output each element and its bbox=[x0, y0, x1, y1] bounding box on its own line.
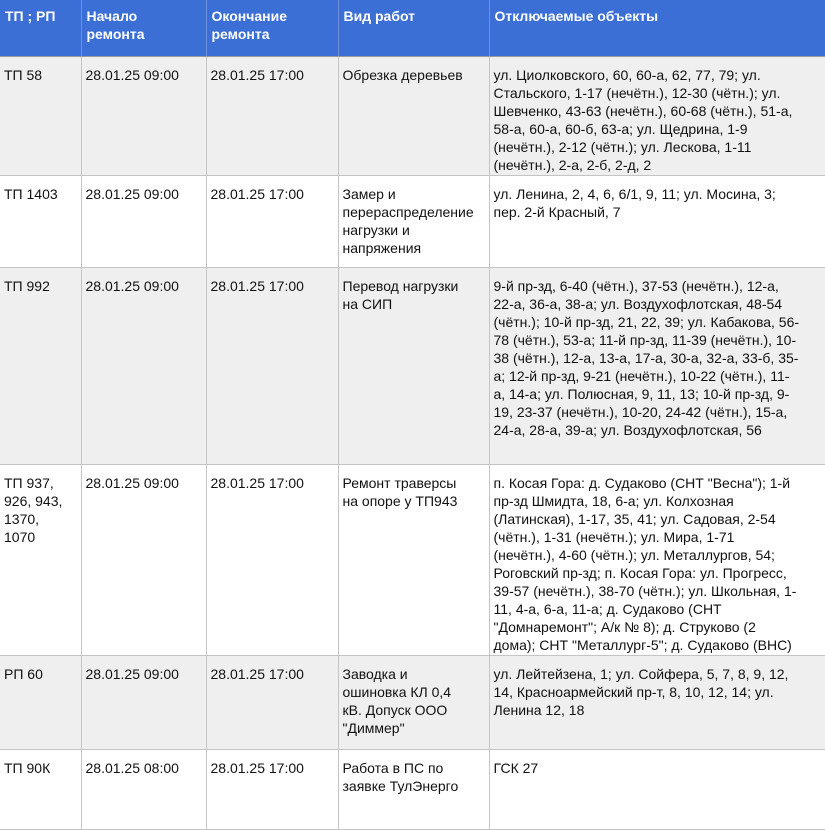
cell-start: 28.01.25 09:00 bbox=[81, 656, 206, 750]
table-header bbox=[0, 0, 825, 57]
table-row bbox=[0, 656, 825, 750]
cell-start: 28.01.25 09:00 bbox=[81, 176, 206, 268]
table-row bbox=[0, 176, 825, 268]
cell-tp: ТП 937, 926, 943, 1370, 1070 bbox=[0, 465, 81, 656]
cell-work: Работа в ПС по заявке ТулЭнерго bbox=[338, 750, 489, 830]
cell-work: Замер и перераспределение нагрузки и напряжения bbox=[338, 176, 489, 268]
cell-objects: п. Косая Гора: д. Судаково (СНТ "Весна"); 1-й пр-зд Шмидта, 18, 6-а; ул. Колхозная (Латинская), 1-17, 35, 41; ул. Садовая, 2-54 (чётн.), 1-31 (нечётн.); ул. Мира, 1-71 (нечётн.), 4-60 (чётн.); ул. Металлургов, 54; Роговский пр-зд; п. Косая Гора: ул. Прогресс, 39-57 (нечётн.), 38-70 (чётн.); ул. Школьная, 1- 11, 4-а, 6-а, 11-а; д. Судаково (СНТ "Домнаремонт"; А/к № 8); д. Струково (2 дома); СНТ "Металлург-5"; д. Судаково (ВНС) bbox=[489, 465, 825, 656]
cell-objects: ул. Ленина, 2, 4, 6, 6/1, 9, 11; ул. Мосина, 3; пер. 2-й Красный, 7 bbox=[489, 176, 825, 268]
table-row bbox=[0, 750, 825, 830]
cell-work: Обрезка деревьев bbox=[338, 57, 489, 176]
cell-work: Ремонт траверсы на опоре у ТП943 bbox=[338, 465, 489, 656]
header-work: Вид работ bbox=[338, 0, 489, 57]
cell-work: Заводка и ошиновка КЛ 0,4 кВ. Допуск ООО "Диммер" bbox=[338, 656, 489, 750]
header-objects: Отключаемые объекты bbox=[489, 0, 825, 57]
table-row bbox=[0, 465, 825, 656]
header-tp: ТП ; РП bbox=[0, 0, 81, 57]
cell-tp: ТП 90К bbox=[0, 750, 81, 830]
cell-objects: ул. Циолковского, 60, 60-а, 62, 77, 79; ул. Стальского, 1-17 (нечётн.), 12-30 (чётн.); ул. Шевченко, 43-63 (нечётн.), 60-68 (чётн.), 51-а, 58-а, 60-а, 60-б, 63-а; ул. Щедрина, 1-9 (нечётн.), 2-12 (чётн.); ул. Лескова, 1-11 (нечётн.), 2-а, 2-б, 2-д, 2 bbox=[489, 57, 825, 176]
cell-work: Перевод нагрузки на СИП bbox=[338, 268, 489, 465]
cell-tp: ТП 58 bbox=[0, 57, 81, 176]
cell-end: 28.01.25 17:00 bbox=[206, 750, 338, 830]
table-body bbox=[0, 57, 825, 830]
cell-objects: 9-й пр-зд, 6-40 (чётн.), 37-53 (нечётн.), 12-а, 22-а, 36-а, 38-а; ул. Воздухофлотская, 48-54 (чётн.); 10-й пр-зд, 21, 22, 39; ул. Кабакова, 56- 78 (чётн.), 53-а; 11-й пр-зд, 11-39 (нечётн.), 10- 38 (чётн.), 12-а, 13-а, 17-а, 30-а, 32-а, 33-б, 35- а; 12-й пр-зд, 9-21 (нечётн.), 10-22 (чётн.), 11- а, 14-а; ул. Полюсная, 9, 11, 13; 10-й пр-зд, 9- 19, 23-37 (нечётн.), 10-20, 24-42 (чётн.), 15-а, 24-а, 28-а, 39-а; ул. Воздухофлотская, 56 bbox=[489, 268, 825, 465]
cell-start: 28.01.25 09:00 bbox=[81, 268, 206, 465]
cell-tp: РП 60 bbox=[0, 656, 81, 750]
cell-end: 28.01.25 17:00 bbox=[206, 268, 338, 465]
cell-start: 28.01.25 09:00 bbox=[81, 57, 206, 176]
cell-tp: ТП 1403 bbox=[0, 176, 81, 268]
header-end: Окончание ремонта bbox=[206, 0, 338, 57]
cell-end: 28.01.25 17:00 bbox=[206, 57, 338, 176]
header-start: Начало ремонта bbox=[81, 0, 206, 57]
cell-start: 28.01.25 09:00 bbox=[81, 465, 206, 656]
cell-tp: ТП 992 bbox=[0, 268, 81, 465]
cell-end: 28.01.25 17:00 bbox=[206, 656, 338, 750]
cell-objects: ГСК 27 bbox=[489, 750, 825, 830]
header-row bbox=[0, 0, 825, 57]
cell-start: 28.01.25 08:00 bbox=[81, 750, 206, 830]
cell-end: 28.01.25 17:00 bbox=[206, 465, 338, 656]
table-row bbox=[0, 268, 825, 465]
table-row bbox=[0, 57, 825, 176]
cell-end: 28.01.25 17:00 bbox=[206, 176, 338, 268]
cell-objects: ул. Лейтейзена, 1; ул. Сойфера, 5, 7, 8, 9, 12, 14, Красноармейский пр-т, 8, 10, 12, 14; ул. Ленина 12, 18 bbox=[489, 656, 825, 750]
